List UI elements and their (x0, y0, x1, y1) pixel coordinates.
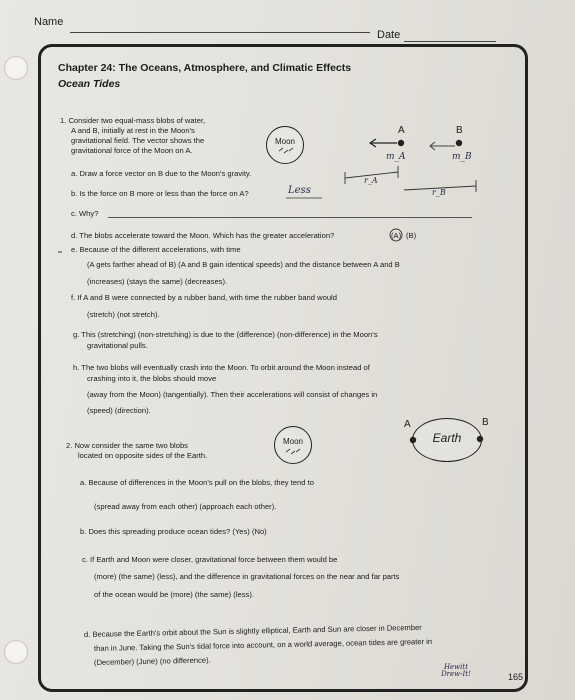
earth-blob-a-icon (410, 437, 416, 443)
q1-c: c. Why? (71, 209, 99, 218)
distance-ra (345, 172, 398, 178)
q1-d-option-b: (B) (406, 231, 417, 240)
q1-g: gravitational pulls. (87, 341, 148, 350)
blob-a-icon (398, 140, 404, 146)
q1-f: (stretch) (not stretch). (87, 310, 160, 319)
q1-intro-line: gravitational field. The vector shows the (71, 136, 205, 145)
q2-intro-line: located on opposite sides of the Earth. (78, 451, 208, 460)
moon-label: Moon (282, 437, 303, 446)
q1-h: (speed) (direction). (87, 406, 151, 415)
q2-c: c. If Earth and Moon were closer, gravitational force between them would be (82, 555, 338, 564)
q1-e: (increases) (stays the same) (decreases). (87, 277, 228, 286)
distance-rb (404, 186, 476, 190)
date-label: Date (377, 29, 401, 41)
earth-blob-b-icon (477, 436, 483, 442)
blob-b-icon (456, 140, 462, 146)
hand-mb: m_B (452, 152, 472, 162)
earth-blob-b-label: B (482, 417, 489, 428)
circled-answer (390, 229, 402, 241)
q2-c: of the ocean would be (more) (the same) (less). (94, 590, 254, 599)
q2-intro-line: 2. Now consider the same two blobs (66, 441, 188, 450)
hewitt-logo: Hewitt Drew-It! (441, 663, 471, 678)
q1-g: g. This (stretching) (non-stretching) is due to the (difference) (non-difference) in the Moon's (73, 330, 378, 339)
name-label: Name (34, 16, 64, 28)
q1-b: b. Is the force on B more or less than the force on A? (71, 189, 249, 198)
q1-h: crashing into it, the blobs should move (87, 374, 217, 383)
moon-label: Moon (274, 137, 295, 146)
q2-d: (December) (June) (no difference). (93, 655, 211, 667)
q1-b-answer: Less (288, 185, 311, 196)
q2-c: (more) (the same) (less), and the difference in gravitational forces on the near and far parts (94, 572, 400, 581)
q1-e: (A gets farther ahead of B) (A and B gain identical speeds) and the distance between A and B (87, 260, 400, 269)
q1-intro-line: 1. Consider two equal-mass blobs of water, (60, 116, 206, 125)
hand-ma: m_A (386, 152, 406, 162)
moon-crater-marks (286, 449, 300, 454)
chapter-title: Chapter 24: The Oceans, Atmosphere, and Climatic Effects (58, 62, 352, 74)
chapter-subtitle: Ocean Tides (58, 78, 121, 90)
q2-a: (spread away from each other) (approach each other). (94, 502, 277, 511)
earth-blob-a-label: A (404, 419, 411, 430)
q2-b: b. Does this spreading produce ocean tides? (Yes) (No) (80, 527, 267, 536)
q2-d: d. Because the Earth's orbit about the Sun is slightly elliptical, Earth and Sun are closer in December (83, 622, 422, 639)
blob-a-label: A (398, 125, 405, 136)
q1-intro-line: gravitational force of the Moon on A. (71, 146, 193, 155)
q1-f: f. If A and B were connected by a rubber band, with time the rubber band would (71, 293, 337, 302)
q1-d: d. The blobs accelerate toward the Moon. Which has the greater acceleration? (71, 231, 335, 240)
q2-d: than in June. Taking the Sun's tidal force into account, on a world average, ocean tides are greater in (93, 636, 433, 653)
q1-intro-line: A and B, initially at rest in the Moon's (71, 126, 195, 135)
q1-d-option-a: (A) (391, 231, 402, 240)
q1-h: h. The two blobs will eventually crash into the Moon. To orbit around the Moon instead of (73, 363, 370, 372)
q1-a: a. Draw a force vector on B due to the Moon's gravity. (71, 169, 252, 178)
q1-h: (away from the Moon) (tangentially). Then their accelerations will consist of changes in (87, 390, 378, 399)
moon-crater-marks (279, 148, 293, 153)
q1-e: e. Because of the different accelerations, with time (71, 245, 241, 254)
hand-ra: r_A (364, 176, 378, 185)
hand-rb: r_B (432, 188, 446, 197)
earth-label: Earth (432, 431, 462, 445)
page-number: 165 (508, 672, 524, 682)
blob-b-label: B (456, 125, 463, 136)
q2-a: a. Because of differences in the Moon's pull on the blobs, they tend to (80, 478, 314, 487)
